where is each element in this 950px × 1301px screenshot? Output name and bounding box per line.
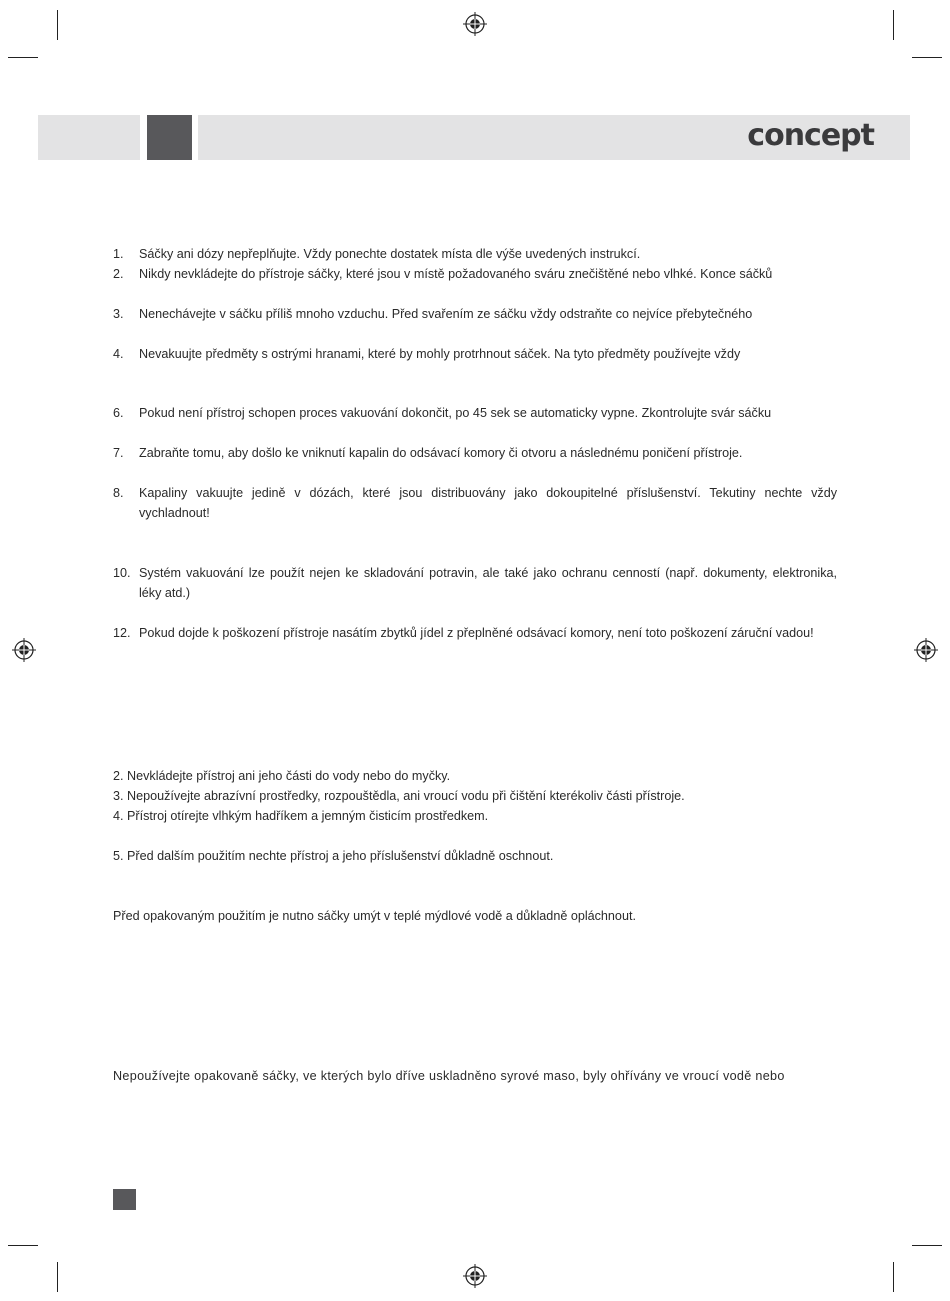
list-item-number: 12.: [113, 626, 131, 640]
registration-mark-icon: [463, 12, 487, 36]
list-item-number: 1.: [113, 247, 124, 261]
crop-mark: [57, 1262, 58, 1292]
cleaning-item: 5. Před dalším použitím nechte přístroj a jeho příslušenství důkladně oschnout.: [113, 849, 554, 863]
warning-note: Nepoužívejte opakovaně sáčky, ve kterých bylo dříve uskladněno syrové maso, byly ohřívány ve vroucí vodě nebo: [113, 1069, 785, 1083]
crop-mark: [57, 10, 58, 40]
list-item-number: 8.: [113, 486, 124, 500]
list-item: [113, 563, 837, 603]
list-item-text: Systém vakuování lze použít nejen ke skladování potravin, ale také jako ochranu cenností (např. dokumenty, elektronika, léky atd.): [139, 566, 837, 600]
crop-mark: [893, 10, 894, 40]
crop-mark: [893, 1262, 894, 1292]
list-item: [113, 623, 837, 663]
registration-mark-icon: [463, 1264, 487, 1288]
list-item: [113, 244, 837, 264]
crop-mark: [8, 1245, 38, 1246]
list-item: [113, 403, 837, 423]
list-item-number: 10.: [113, 566, 131, 580]
list-item-number: 6.: [113, 406, 124, 420]
cleaning-item: 2. Nevkládejte přístroj ani jeho části do vody nebo do myčky.: [113, 769, 451, 783]
list-item-text: Nenechávejte v sáčku příliš mnoho vzduchu. Před svařením ze sáčku vždy odstraňte co nejvíce přebytečného: [139, 307, 753, 321]
list-item: [113, 304, 837, 324]
list-item: [113, 344, 837, 364]
list-item-text: Kapaliny vakuujte jedině v dózách, které jsou distribuovány jako dokoupitelné příslušenství. Tekutiny nechte vždy vychladnout!: [139, 486, 837, 520]
footer-page-square: [113, 1189, 136, 1210]
list-item-text: Pokud není přístroj schopen proces vakuování dokončit, po 45 sek se automaticky vypne. Zkontrolujte svár sáčku: [139, 406, 772, 420]
list-item-text: Sáčky ani dózy nepřeplňujte. Vždy ponechte dostatek místa dle výše uvedených instrukcí.: [139, 247, 641, 261]
list-item-number: 4.: [113, 347, 124, 361]
list-item-number: 7.: [113, 446, 124, 460]
reuse-note: Před opakovaným použitím je nutno sáčky umýt v teplé mýdlové vodě a důkladně opláchnout.: [113, 909, 636, 923]
crop-mark: [912, 57, 942, 58]
list-item: [113, 483, 837, 523]
list-item-text: Nevakuujte předměty s ostrými hranami, které by mohly protrhnout sáček. Na tyto předměty používejte vždy: [139, 347, 741, 361]
header-page-square: [147, 115, 192, 160]
crop-mark: [8, 57, 38, 58]
list-item-text: Pokud dojde k poškození přístroje nasátím zbytků jídel z přeplněné odsávací komory, není toto poškození záruční vadou!: [139, 626, 814, 640]
cleaning-item: 4. Přístroj otírejte vlhkým hadříkem a jemným čisticím prostředkem.: [113, 809, 489, 823]
list-item-text: Nikdy nevkládejte do přístroje sáčky, které jsou v místě požadovaného sváru znečištěné nebo vlhké. Konce sáčků: [139, 267, 773, 281]
registration-mark-icon: [914, 638, 938, 662]
list-item-number: 2.: [113, 267, 124, 281]
list-item: [113, 443, 837, 463]
crop-mark: [912, 1245, 942, 1246]
list-item-number: 3.: [113, 307, 124, 321]
cleaning-item: 3. Nepoužívejte abrazívní prostředky, rozpouštědla, ani vroucí vodu při čištění kterékoliv části přístroje.: [113, 789, 685, 803]
header-bar-left: [38, 115, 140, 160]
registration-mark-icon: [12, 638, 36, 662]
list-item: [113, 264, 837, 284]
brand-logo: concept: [747, 118, 874, 153]
list-item-text: Zabraňte tomu, aby došlo ke vniknutí kapalin do odsávací komory či otvoru a následnému poničení přístroje.: [139, 446, 743, 460]
